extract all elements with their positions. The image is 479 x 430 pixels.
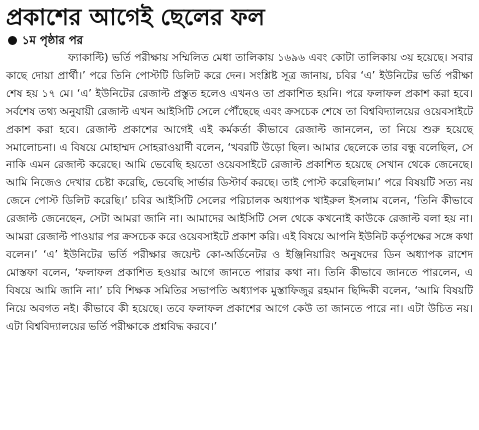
continuation-marker	[8, 33, 473, 48]
article-body: ফ্যাকাল্টি) ভর্তি পরীক্ষায় সম্মিলিত মেধা তালিকায় ১৬৯৬ এবং কোটা তালিকায় ৩য় হয়েছে। সবার কাছে দোয়া প্রার্থী।’ পরে তিনি পোস্টটি ডিলিট করে দেন। সংশ্লিষ্ট সূত্র জানায়, চবির ‘এ’ ইউনিটের ভর্তি পরীক্ষা শেষ হয় ১৭ মে। ‘এ’ ইউনিটের রেজাল্ট প্রস্তুত হলেও এখনও তা প্রকাশিত হয়নি। পরে ফলাফল প্রকাশ করা হবে। সর্বশেষ তথ্য অনুযায়ী রেজাল্ট এখন আইসিটি সেলে পৌঁছেছে এবং ক্রসচেক শেষে তা বিশ্ববিদ্যালয়ের ওয়েবসাইটে প্রকাশ করা হবে। রেজাল্ট প্রকাশের আগেই এই কর্মকর্তা কীভাবে রেজাল্ট জানলেন, তা নিয়ে শুরু হয়েছে সমালোচনা। এ বিষয়ে মোহাম্মদ সোহরাওয়ার্দী বলেন, ‘খবরটি উড়ো ছিল। আমার ছেলেকে তার বন্ধু বলেছিল, সে নাকি এমন রেজাল্ট করেছে। আমি ভেবেছি হয়তো ওয়েবসাইটে রেজাল্ট প্রকাশিত হয়েছে সেখান থেকে জেনেছে। আমি নিজেও দেখার চেষ্টা করেছি, ভেবেছি সার্ভার ডিস্টার্ব করছে। তাই পোস্ট করেছিলাম।’ পরে বিষয়টি সত্য নয় জেনে পোস্ট ডিলিট করেছি।’ চবির আইসিটি সেলের পরিচালক অধ্যাপক খাইরুল ইসলাম বলেন, ‘তিনি কীভাবে রেজাল্ট জেনেছেন, সেটা আমরা জানি না। আমাদের আইসিটি সেল থেকে কখনোই কাউকে রেজাল্ট বলা হয় না। আমরা রেজাল্ট পাওয়ার পর ক্রসচেক করে ওয়েবসাইটে প্রকাশ করি। এই বিষয়ে আপনি ইউনিট কর্তৃপক্ষের সঙ্গে কথা বলেন।’ ‘এ’ ইউনিটের ভর্তি পরীক্ষার জয়েন্ট কো-অর্ডিনেটর ও ইঞ্জিনিয়ারিং অনুষদের ডিন অধ্যাপক রাশেদ মোস্তফা বলেন, ‘ফলাফল প্রকাশিত হওয়ার আগে জানতে পারার কথা না। তিনি কীভাবে জানতে পারলেন, এ বিষয়ে আমি জানি না।’ চবি শিক্ষক সমিতির সভাপতি অধ্যাপক মুস্তাফিজুর রহমান ছিদ্দিকী বলেন, ‘আমি বিষয়টি নিয়ে অবগত নই। কীভাবে কী হয়েছে। তবে ফলাফল প্রকাশের আগে কেউ তা জানতে পারে না। এটা উচিত নয়। এটা বিশ্ববিদ্যালয়ের ভর্তি পরীক্ষাকে প্রশ্নবিদ্ধ করবে।’	[6, 52, 473, 333]
headline: প্রকাশের আগেই ছেলের ফল	[6, 5, 265, 31]
continued-from-label: ১ম পৃষ্ঠার পর	[22, 33, 83, 47]
bullet-icon	[8, 36, 17, 45]
